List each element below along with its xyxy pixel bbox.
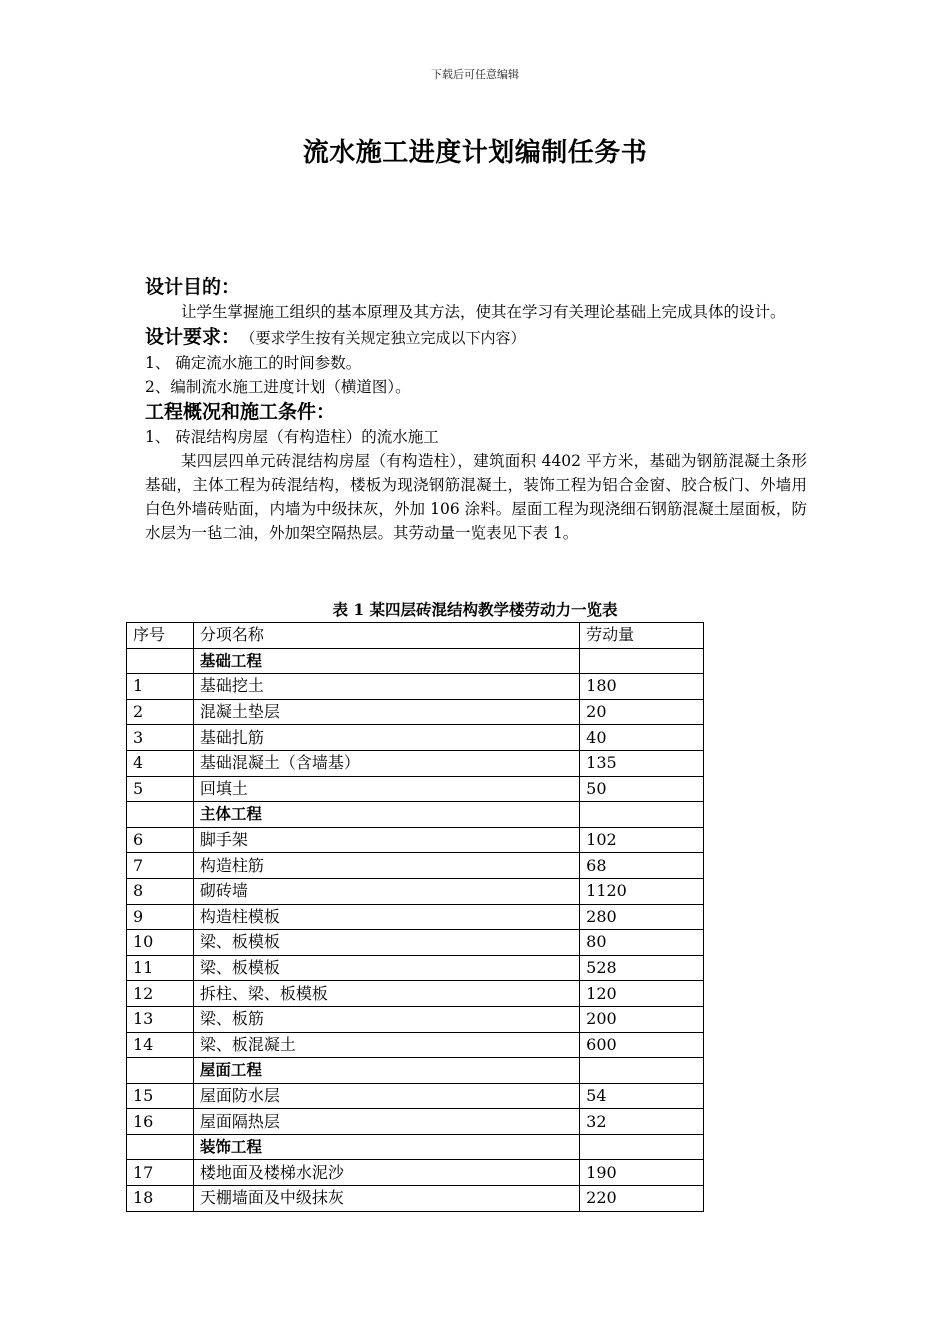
cell-name: 构造柱筋 [193, 853, 579, 879]
section-row [127, 1134, 704, 1160]
cell-no: 6 [127, 827, 194, 853]
table-row [127, 1083, 704, 1109]
purpose-heading: 设计目的： [145, 276, 241, 298]
overview-item: 1、 砖混结构房屋（有构造柱）的流水施工 [145, 428, 439, 446]
purpose-text: 让学生掌握施工组织的基本原理及其方法，使其在学习有关理论基础上完成具体的设计。 [181, 303, 786, 321]
cell-name: 梁、板模板 [193, 930, 579, 956]
requirement-item-1: 1、 确定流水施工的时间参数。 [145, 354, 362, 372]
cell-name: 拆柱、梁、板模板 [193, 981, 579, 1007]
cell-no: 8 [127, 878, 194, 904]
header-note: 下载后可任意编辑 [431, 68, 519, 81]
cell-no [127, 1058, 194, 1084]
cell-name: 屋面防水层 [193, 1083, 579, 1109]
overview-text: 某四层四单元砖混结构房屋（有构造柱），建筑面积 4402 平方米，基础为钢筋混凝土条形基础，主体工程为砖混结构，楼板为现浇钢筋混凝土，装饰工程为铝合金窗、胶合板门、外墙用白色外墙砖贴面，内墙为中级抹灰，外加 106 涂料。屋面工程为现浇细石钢筋混凝土屋面板，防水层为一毡二油，外加架空隔热层。其劳动量一览表见下表 1。 [145, 452, 807, 542]
table-row [127, 699, 704, 725]
cell-labor: 180 [580, 674, 704, 700]
table-row [127, 1186, 704, 1212]
cell-labor: 1120 [580, 878, 704, 904]
cell-no: 16 [127, 1109, 194, 1135]
cell-no: 7 [127, 853, 194, 879]
cell-name: 楼地面及楼梯水泥沙 [193, 1160, 579, 1186]
cell-labor: 280 [580, 904, 704, 930]
cell-name: 屋面隔热层 [193, 1109, 579, 1135]
cell-name: 脚手架 [193, 827, 579, 853]
cell-no: 17 [127, 1160, 194, 1186]
table-row [127, 853, 704, 879]
cell-name: 梁、板混凝土 [193, 1032, 579, 1058]
cell-name: 构造柱模板 [193, 904, 579, 930]
cell-no: 15 [127, 1083, 194, 1109]
table-row [127, 827, 704, 853]
cell-name: 装饰工程 [193, 1134, 579, 1160]
cell-no: 12 [127, 981, 194, 1007]
section-row [127, 802, 704, 828]
cell-name: 梁、板筋 [193, 1006, 579, 1032]
requirement-item-2: 2、编制流水施工进度计划（横道图）。 [145, 378, 411, 396]
cell-labor: 190 [580, 1160, 704, 1186]
cell-no: 11 [127, 955, 194, 981]
cell-labor: 20 [580, 699, 704, 725]
cell-labor: 68 [580, 853, 704, 879]
cell-name: 砌砖墙 [193, 878, 579, 904]
cell-labor: 600 [580, 1032, 704, 1058]
table-header-row [127, 623, 704, 649]
requirements-note: （要求学生按有关规定独立完成以下内容） [248, 329, 526, 347]
cell-no: 14 [127, 1032, 194, 1058]
header-no: 序号 [127, 623, 194, 649]
cell-no: 2 [127, 699, 194, 725]
cell-name: 混凝土垫层 [193, 699, 579, 725]
cell-labor: 50 [580, 776, 704, 802]
overview-heading: 工程概况和施工条件： [145, 401, 336, 423]
cell-labor [580, 1058, 704, 1084]
requirements-heading-label: 设计要求： [145, 326, 241, 348]
cell-name: 梁、板模板 [193, 955, 579, 981]
cell-no: 13 [127, 1006, 194, 1032]
cell-name: 基础工程 [193, 648, 579, 674]
table-row [127, 1006, 704, 1032]
table-row [127, 930, 704, 956]
cell-labor: 200 [580, 1006, 704, 1032]
cell-labor: 32 [580, 1109, 704, 1135]
cell-labor: 40 [580, 725, 704, 751]
table-row [127, 1160, 704, 1186]
header-labor: 劳动量 [580, 623, 704, 649]
requirements-heading [145, 324, 807, 351]
header-name: 分项名称 [193, 623, 579, 649]
cell-no: 3 [127, 725, 194, 751]
cell-name: 屋面工程 [193, 1058, 579, 1084]
cell-labor [580, 648, 704, 674]
document-title: 流水施工进度计划编制任务书 [302, 138, 648, 168]
table-row [127, 904, 704, 930]
cell-labor: 120 [580, 981, 704, 1007]
cell-no: 10 [127, 930, 194, 956]
cell-no: 9 [127, 904, 194, 930]
cell-labor: 220 [580, 1186, 704, 1212]
cell-labor: 80 [580, 930, 704, 956]
cell-name: 天棚墙面及中级抹灰 [193, 1186, 579, 1212]
cell-labor: 135 [580, 750, 704, 776]
cell-no [127, 648, 194, 674]
cell-name: 回填土 [193, 776, 579, 802]
table-caption: 表 1 某四层砖混结构教学楼劳动力一览表 [332, 600, 618, 619]
cell-labor: 102 [580, 827, 704, 853]
cell-name: 基础挖土 [193, 674, 579, 700]
cell-no [127, 1134, 194, 1160]
cell-name: 基础扎筋 [193, 725, 579, 751]
document-body [145, 274, 807, 545]
section-row [127, 648, 704, 674]
cell-no: 18 [127, 1186, 194, 1212]
cell-labor [580, 1134, 704, 1160]
cell-name: 基础混凝土（含墙基） [193, 750, 579, 776]
table-row [127, 981, 704, 1007]
cell-labor [580, 802, 704, 828]
cell-no [127, 802, 194, 828]
table-row [127, 725, 704, 751]
cell-labor: 54 [580, 1083, 704, 1109]
cell-labor: 528 [580, 955, 704, 981]
cell-name: 主体工程 [193, 802, 579, 828]
table-row [127, 878, 704, 904]
table-row [127, 955, 704, 981]
labor-table [126, 622, 704, 1212]
table-row [127, 1032, 704, 1058]
cell-no: 1 [127, 674, 194, 700]
cell-no: 4 [127, 750, 194, 776]
table-row [127, 1109, 704, 1135]
table-row [127, 750, 704, 776]
section-row [127, 1058, 704, 1084]
table-row [127, 674, 704, 700]
cell-no: 5 [127, 776, 194, 802]
table-row [127, 776, 704, 802]
